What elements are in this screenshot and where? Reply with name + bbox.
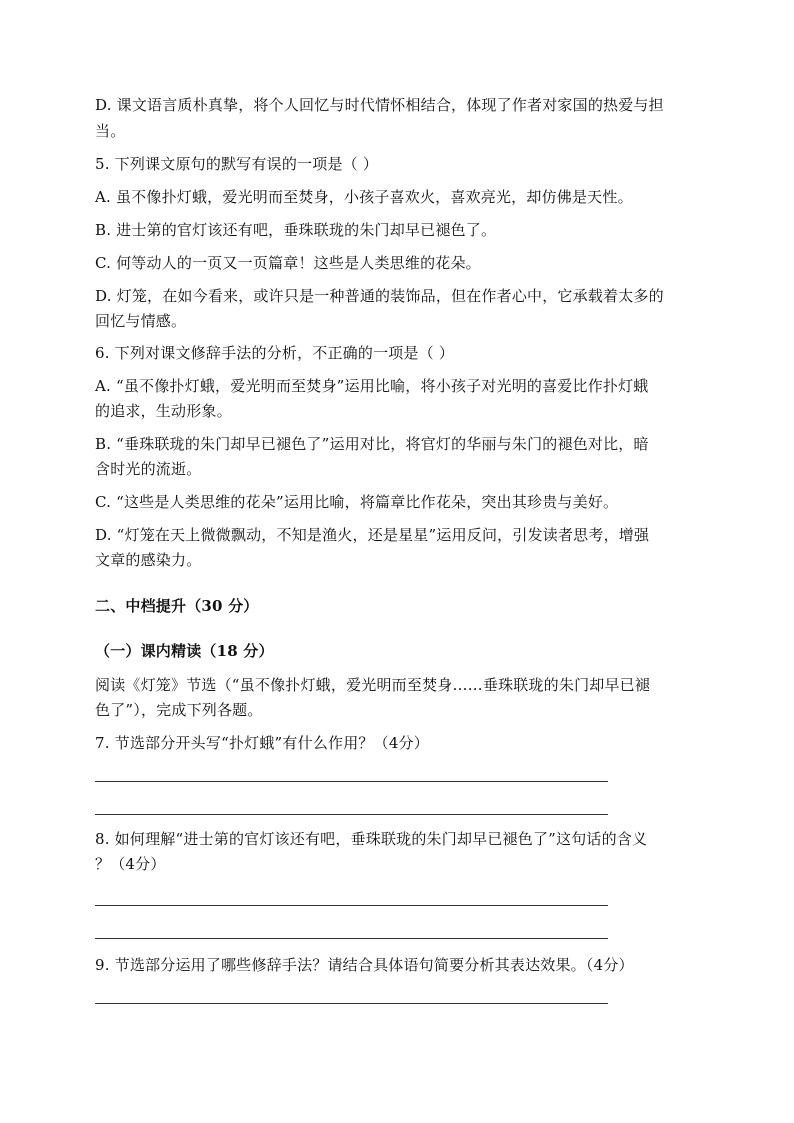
q6-option-b-line1: B. “垂珠联珑的朱门却早已褪色了”运用对比，将官灯的华丽与朱门的褪色对比，暗 bbox=[95, 435, 649, 453]
q8-stem-line2: ？（4分） bbox=[95, 855, 166, 873]
reading-intro-line1: 阅读《灯笼》节选（“虽不像扑灯蛾，爱光明而至焚身……垂珠联珑的朱门却早已褪 bbox=[95, 676, 651, 694]
q6-option-d-line2: 文章的感染力。 bbox=[95, 551, 202, 569]
q6-stem: 6. 下列对课文修辞手法的分析，不正确的一项是（ ） bbox=[95, 344, 455, 362]
q6-option-d-line1: D. “灯笼在天上微微飘动，不知是渔火，还是星星”运用反问，引发读者思考，增强 bbox=[95, 526, 650, 544]
q9-stem: 9. 节选部分运用了哪些修辞手法？请结合具体语句简要分析其表达效果。（4分） bbox=[95, 956, 634, 974]
q5-option-c: C. 何等动人的一页又一页篇章！这些是人类思维的花朵。 bbox=[95, 254, 481, 272]
subsection-heading: （一）课内精读（18 分） bbox=[95, 642, 274, 660]
q4-option-d-line2: 当。 bbox=[95, 122, 126, 140]
q6-option-b-line2: 含时光的流逝。 bbox=[95, 460, 202, 478]
q8-stem-line1: 8. 如何理解“进士第的官灯该还有吧，垂珠联珑的朱门却早已褪色了”这句话的含义 bbox=[95, 830, 648, 848]
q7-stem: 7. 节选部分开头写“扑灯蛾”有什么作用？（4分） bbox=[95, 734, 429, 752]
q5-stem: 5. 下列课文原句的默写有误的一项是（ ） bbox=[95, 155, 379, 173]
q6-option-a-line1: A. “虽不像扑灯蛾，爱光明而至焚身”运用比喻，将小孩子对光明的喜爱比作扑灯蛾 bbox=[95, 377, 649, 395]
q9-answer-line-1[interactable] bbox=[95, 1003, 608, 1004]
q8-answer-line-2[interactable] bbox=[95, 938, 608, 939]
q7-answer-line-2[interactable] bbox=[95, 814, 608, 815]
reading-intro-line2: 色了”），完成下列各题。 bbox=[95, 701, 263, 719]
q6-option-c: C. “这些是人类思维的花朵”运用比喻，将篇章比作花朵，突出其珍贵与美好。 bbox=[95, 493, 619, 511]
q5-option-b: B. 进士第的官灯该还有吧，垂珠联珑的朱门却早已褪色了。 bbox=[95, 221, 497, 239]
q7-answer-line-1[interactable] bbox=[95, 781, 608, 782]
section-heading: 二、中档提升（30 分） bbox=[95, 597, 259, 615]
q5-option-d-line1: D. 灯笼，在如今看来，或许只是一种普通的装饰品，但在作者心中，它承载着太多的 bbox=[95, 287, 664, 305]
q5-option-a: A. 虽不像扑灯蛾，爱光明而至焚身，小孩子喜欢火，喜欢亮光，却仿佛是天性。 bbox=[95, 188, 633, 206]
q5-option-d-line2: 回忆与情感。 bbox=[95, 312, 187, 330]
q4-option-d-line1: D. 课文语言质朴真挚，将个人回忆与时代情怀相结合，体现了作者对家国的热爱与担 bbox=[95, 96, 664, 114]
q8-answer-line-1[interactable] bbox=[95, 905, 608, 906]
q6-option-a-line2: 的追求，生动形象。 bbox=[95, 402, 232, 420]
